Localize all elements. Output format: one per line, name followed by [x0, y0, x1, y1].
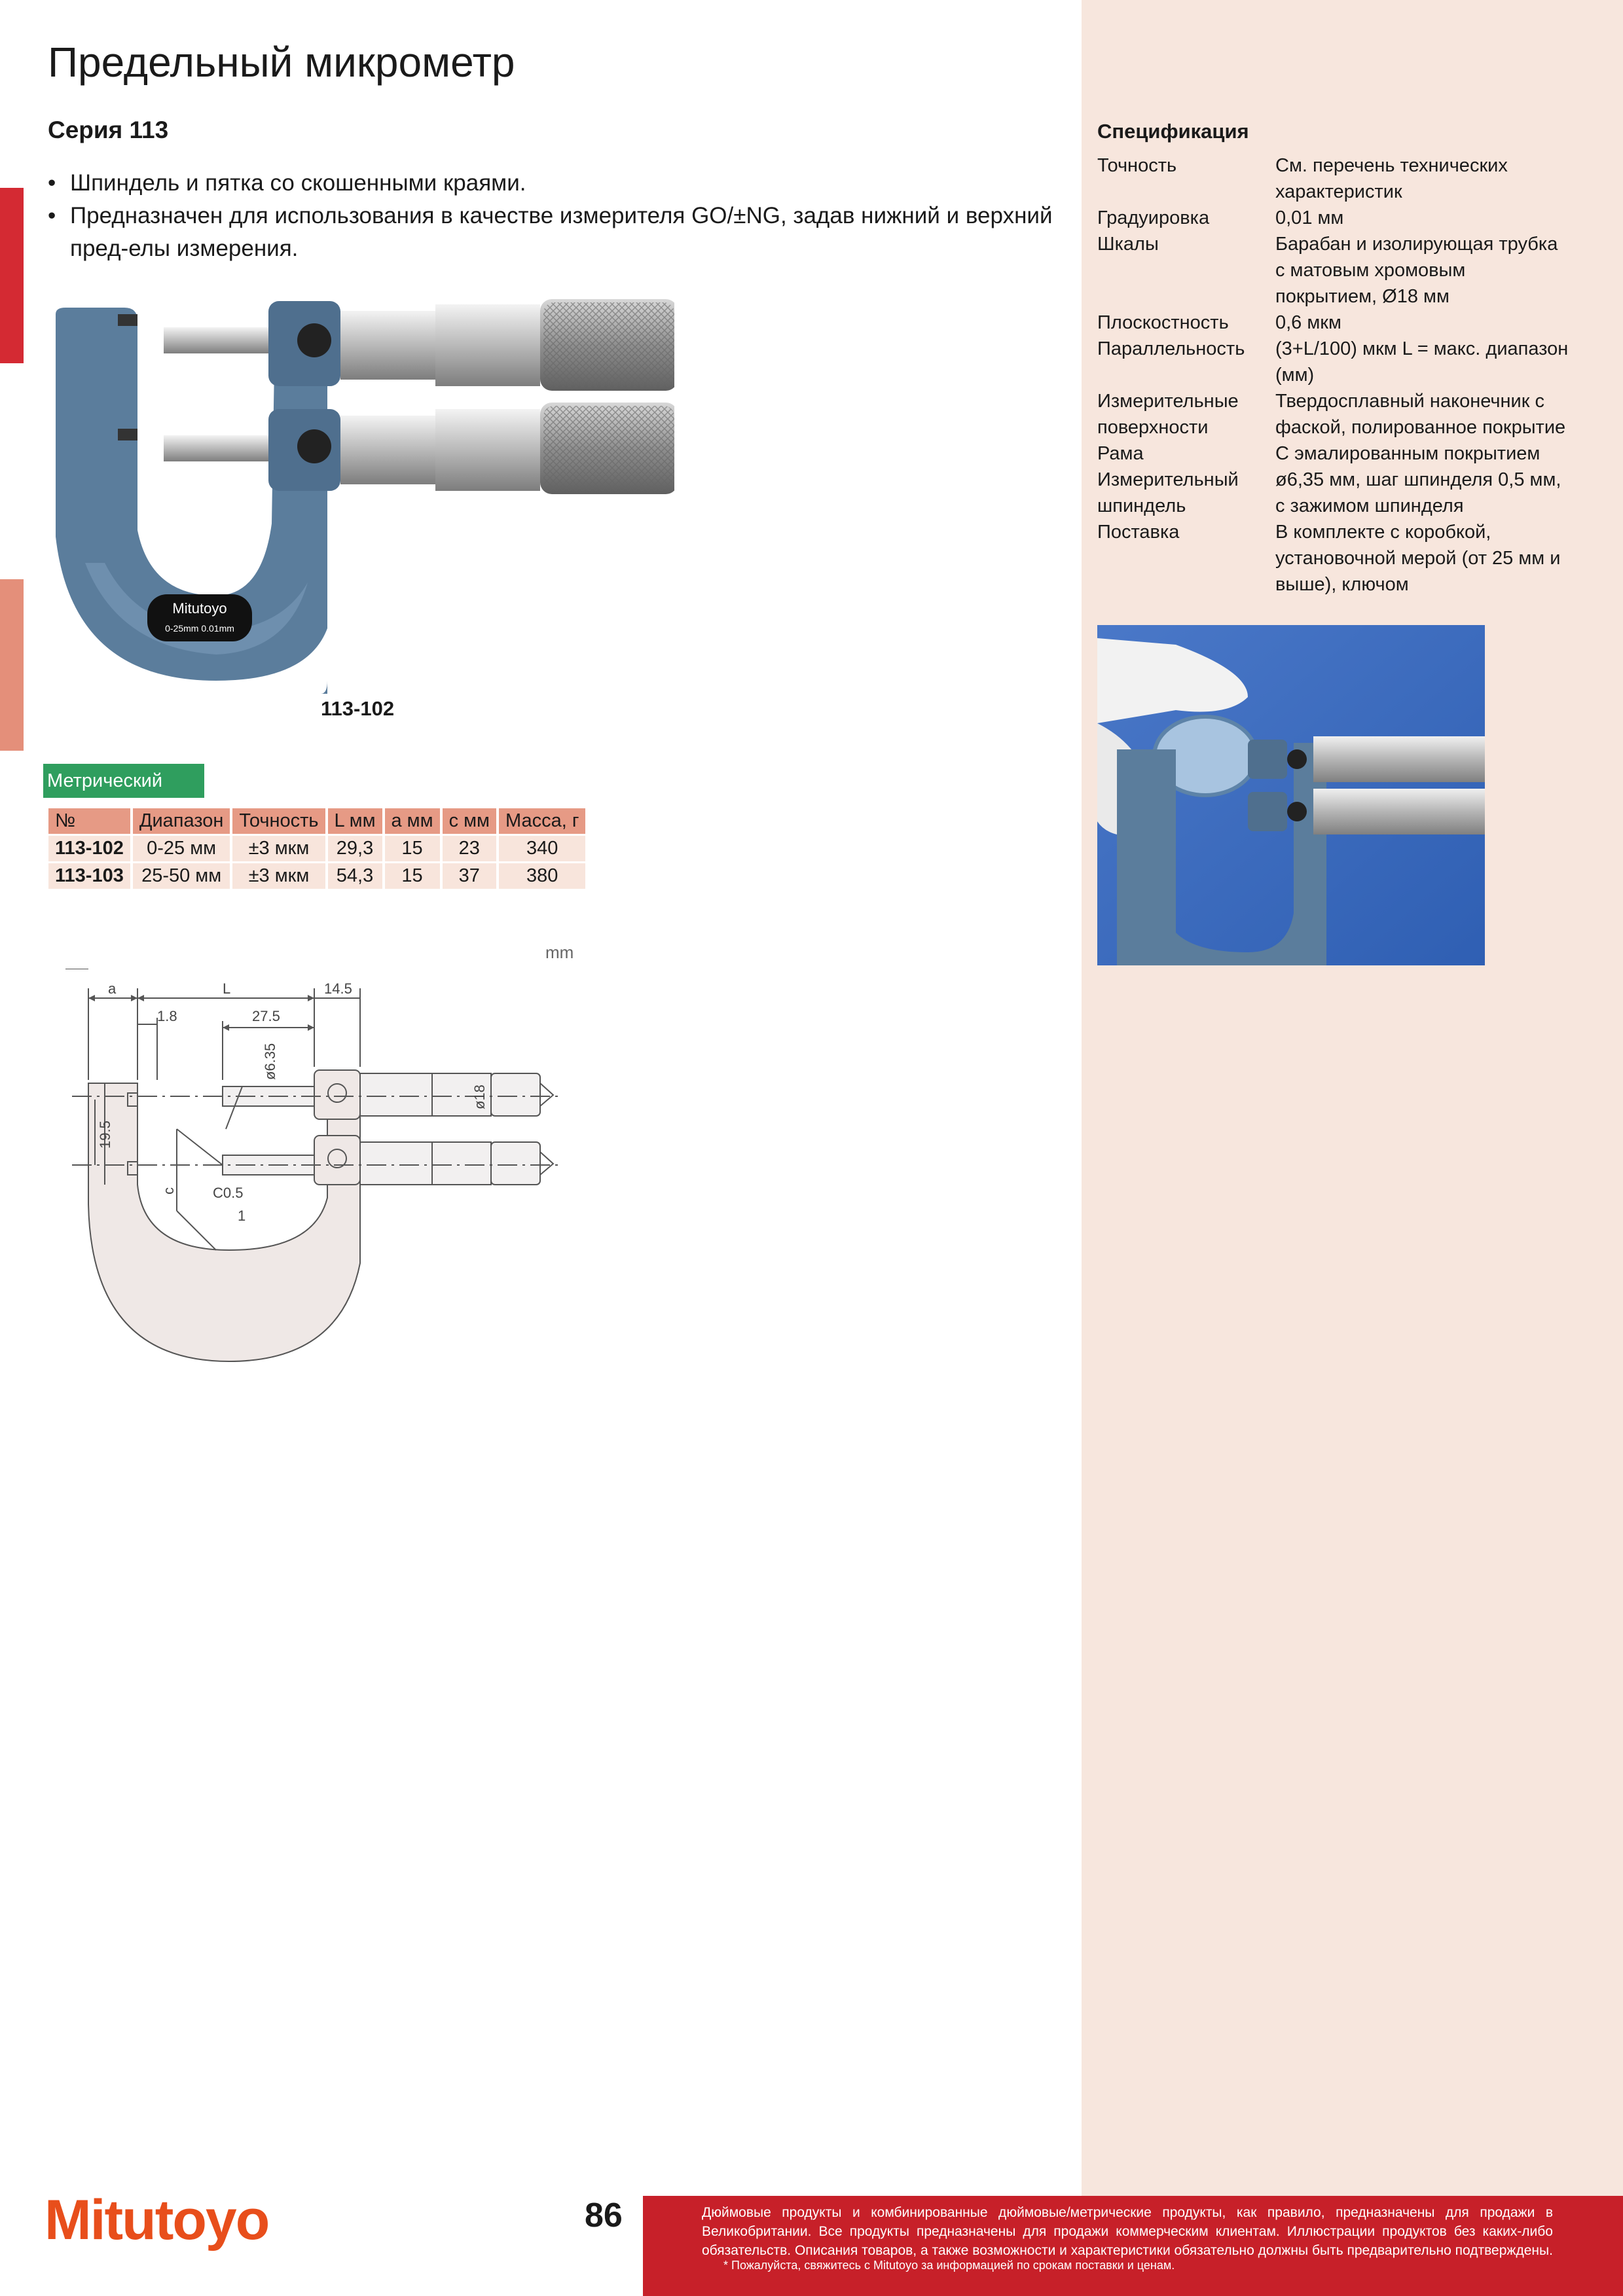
- table-row: [48, 863, 585, 889]
- range-badge-text: 0-25mm 0.01mm: [165, 623, 234, 634]
- column-header: Масса, г: [499, 808, 585, 834]
- dim-a: a: [108, 980, 117, 997]
- footer-note: * Пожалуйста, свяжитесь с Mitutoyo за информацией по срокам поставки и ценам.: [723, 2259, 1175, 2272]
- table-cell: ±3 мкм: [232, 863, 325, 889]
- table-cell: 0-25 мм: [133, 836, 230, 861]
- table-cell: 25-50 мм: [133, 863, 230, 889]
- table-cell: 37: [443, 863, 496, 889]
- table-cell: 113-103: [48, 863, 130, 889]
- spec-value: (3+L/100) мкм L = макс. диапазон (мм): [1275, 338, 1569, 386]
- column-header: Точность: [232, 808, 325, 834]
- column-header: L мм: [328, 808, 382, 834]
- spec-row: [1097, 310, 1569, 336]
- photo-caption: 113-102: [321, 697, 395, 720]
- spec-value: В комплекте с коробкой, установочной мерой (от 25 мм и выше), ключом: [1275, 522, 1561, 595]
- dim-dia-18: ø18: [471, 1085, 488, 1109]
- brand-logo: Mitutoyo: [45, 2189, 269, 2251]
- table-cell: 29,3: [328, 836, 382, 861]
- brand-badge-text: Mitutoyo: [172, 600, 227, 617]
- table-cell: 15: [385, 863, 440, 889]
- dim-1-8: 1.8: [157, 1008, 177, 1024]
- spec-key: Параллельность: [1097, 338, 1245, 359]
- spec-row: [1097, 440, 1569, 467]
- dim-dia-6-35: ø6.35: [262, 1043, 278, 1080]
- spec-key: Поставка: [1097, 522, 1180, 543]
- table-cell: 15: [385, 836, 440, 861]
- table-header-row: [48, 808, 585, 834]
- dim-c: c: [160, 1187, 177, 1194]
- technical-drawing: [65, 969, 576, 1374]
- spec-row: [1097, 205, 1569, 231]
- metric-table: [46, 806, 588, 891]
- column-header: №: [48, 808, 130, 834]
- table-row: [48, 836, 585, 861]
- table-cell: 113-102: [48, 836, 130, 861]
- series-label: Серия 113: [48, 117, 169, 143]
- spec-value: Твердосплавный наконечник с фаской, полированное покрытие: [1275, 391, 1566, 438]
- spec-value: 0,6 мкм: [1275, 312, 1341, 333]
- dim-1: 1: [238, 1208, 246, 1224]
- spec-value: 0,01 мм: [1275, 207, 1344, 228]
- page-title: Предельный микрометр: [48, 39, 515, 86]
- table-cell: 380: [499, 863, 585, 889]
- spec-value: ø6,35 мм, шаг шпинделя 0,5 мм, с зажимом шпинделя: [1275, 469, 1561, 516]
- table-cell: ±3 мкм: [232, 836, 325, 861]
- page-number: 86: [585, 2197, 623, 2234]
- spec-row: [1097, 231, 1569, 310]
- specification-title: Спецификация: [1097, 120, 1249, 143]
- spec-key: Шкалы: [1097, 234, 1159, 255]
- column-header: Диапазон: [133, 808, 230, 834]
- dim-14-5: 14.5: [324, 980, 352, 997]
- section-tab-pink: [0, 579, 24, 751]
- table-cell: 340: [499, 836, 585, 861]
- feature-item: • Предназначен для использования в качестве измерителя GO/±NG, задав нижний и верхний пред-елы измерения.: [48, 200, 1069, 265]
- spec-value: См. перечень технических характеристик: [1275, 155, 1508, 202]
- spec-key: Измерительные поверхности: [1097, 391, 1239, 438]
- dim-27-5: 27.5: [252, 1008, 280, 1024]
- feature-item: • Шпиндель и пятка со скошенными краями.: [48, 167, 1069, 200]
- spec-row: [1097, 467, 1569, 519]
- metric-table-label: Метрический: [43, 764, 204, 798]
- spec-key: Градуировка: [1097, 207, 1210, 228]
- dim-c0-5: C0.5: [213, 1185, 244, 1201]
- column-header: a мм: [385, 808, 440, 834]
- spec-key: Точность: [1097, 155, 1177, 176]
- spec-row: [1097, 336, 1569, 388]
- drawing-unit: mm: [545, 942, 574, 962]
- specification-list: [1097, 152, 1569, 598]
- feature-list: [48, 167, 1069, 265]
- footer-disclaimer: Дюймовые продукты и комбинированные дюймовые/метрические продукты, как правило, предназначены для продажи в Великобритании. Все продукты предназначены для продажи коммерческим клиентам. Иллюстрации продуктов без каких-либо обязательств. Описания товаров, а также возможности и характеристики обязательно должны быть предварительно подтверждены.: [702, 2205, 1553, 2258]
- spec-key: Рама: [1097, 443, 1144, 464]
- column-header: c мм: [443, 808, 496, 834]
- micrometer-photo: [46, 288, 674, 694]
- usage-photo: [1097, 625, 1485, 965]
- spec-row: [1097, 152, 1569, 205]
- spec-row: [1097, 519, 1569, 598]
- table-cell: 54,3: [328, 863, 382, 889]
- table-cell: 23: [443, 836, 496, 861]
- spec-key: Плоскостность: [1097, 312, 1229, 333]
- section-tab-red: [0, 188, 24, 363]
- spec-row: [1097, 388, 1569, 440]
- spec-value: С эмалированным покрытием: [1275, 443, 1541, 464]
- dim-19-5: 19.5: [97, 1121, 113, 1149]
- spec-key: Измерительный шпиндель: [1097, 469, 1239, 516]
- spec-value: Барабан и изолирующая трубка с матовым хромовым покрытием, Ø18 мм: [1275, 234, 1558, 307]
- dim-L: L: [223, 980, 231, 997]
